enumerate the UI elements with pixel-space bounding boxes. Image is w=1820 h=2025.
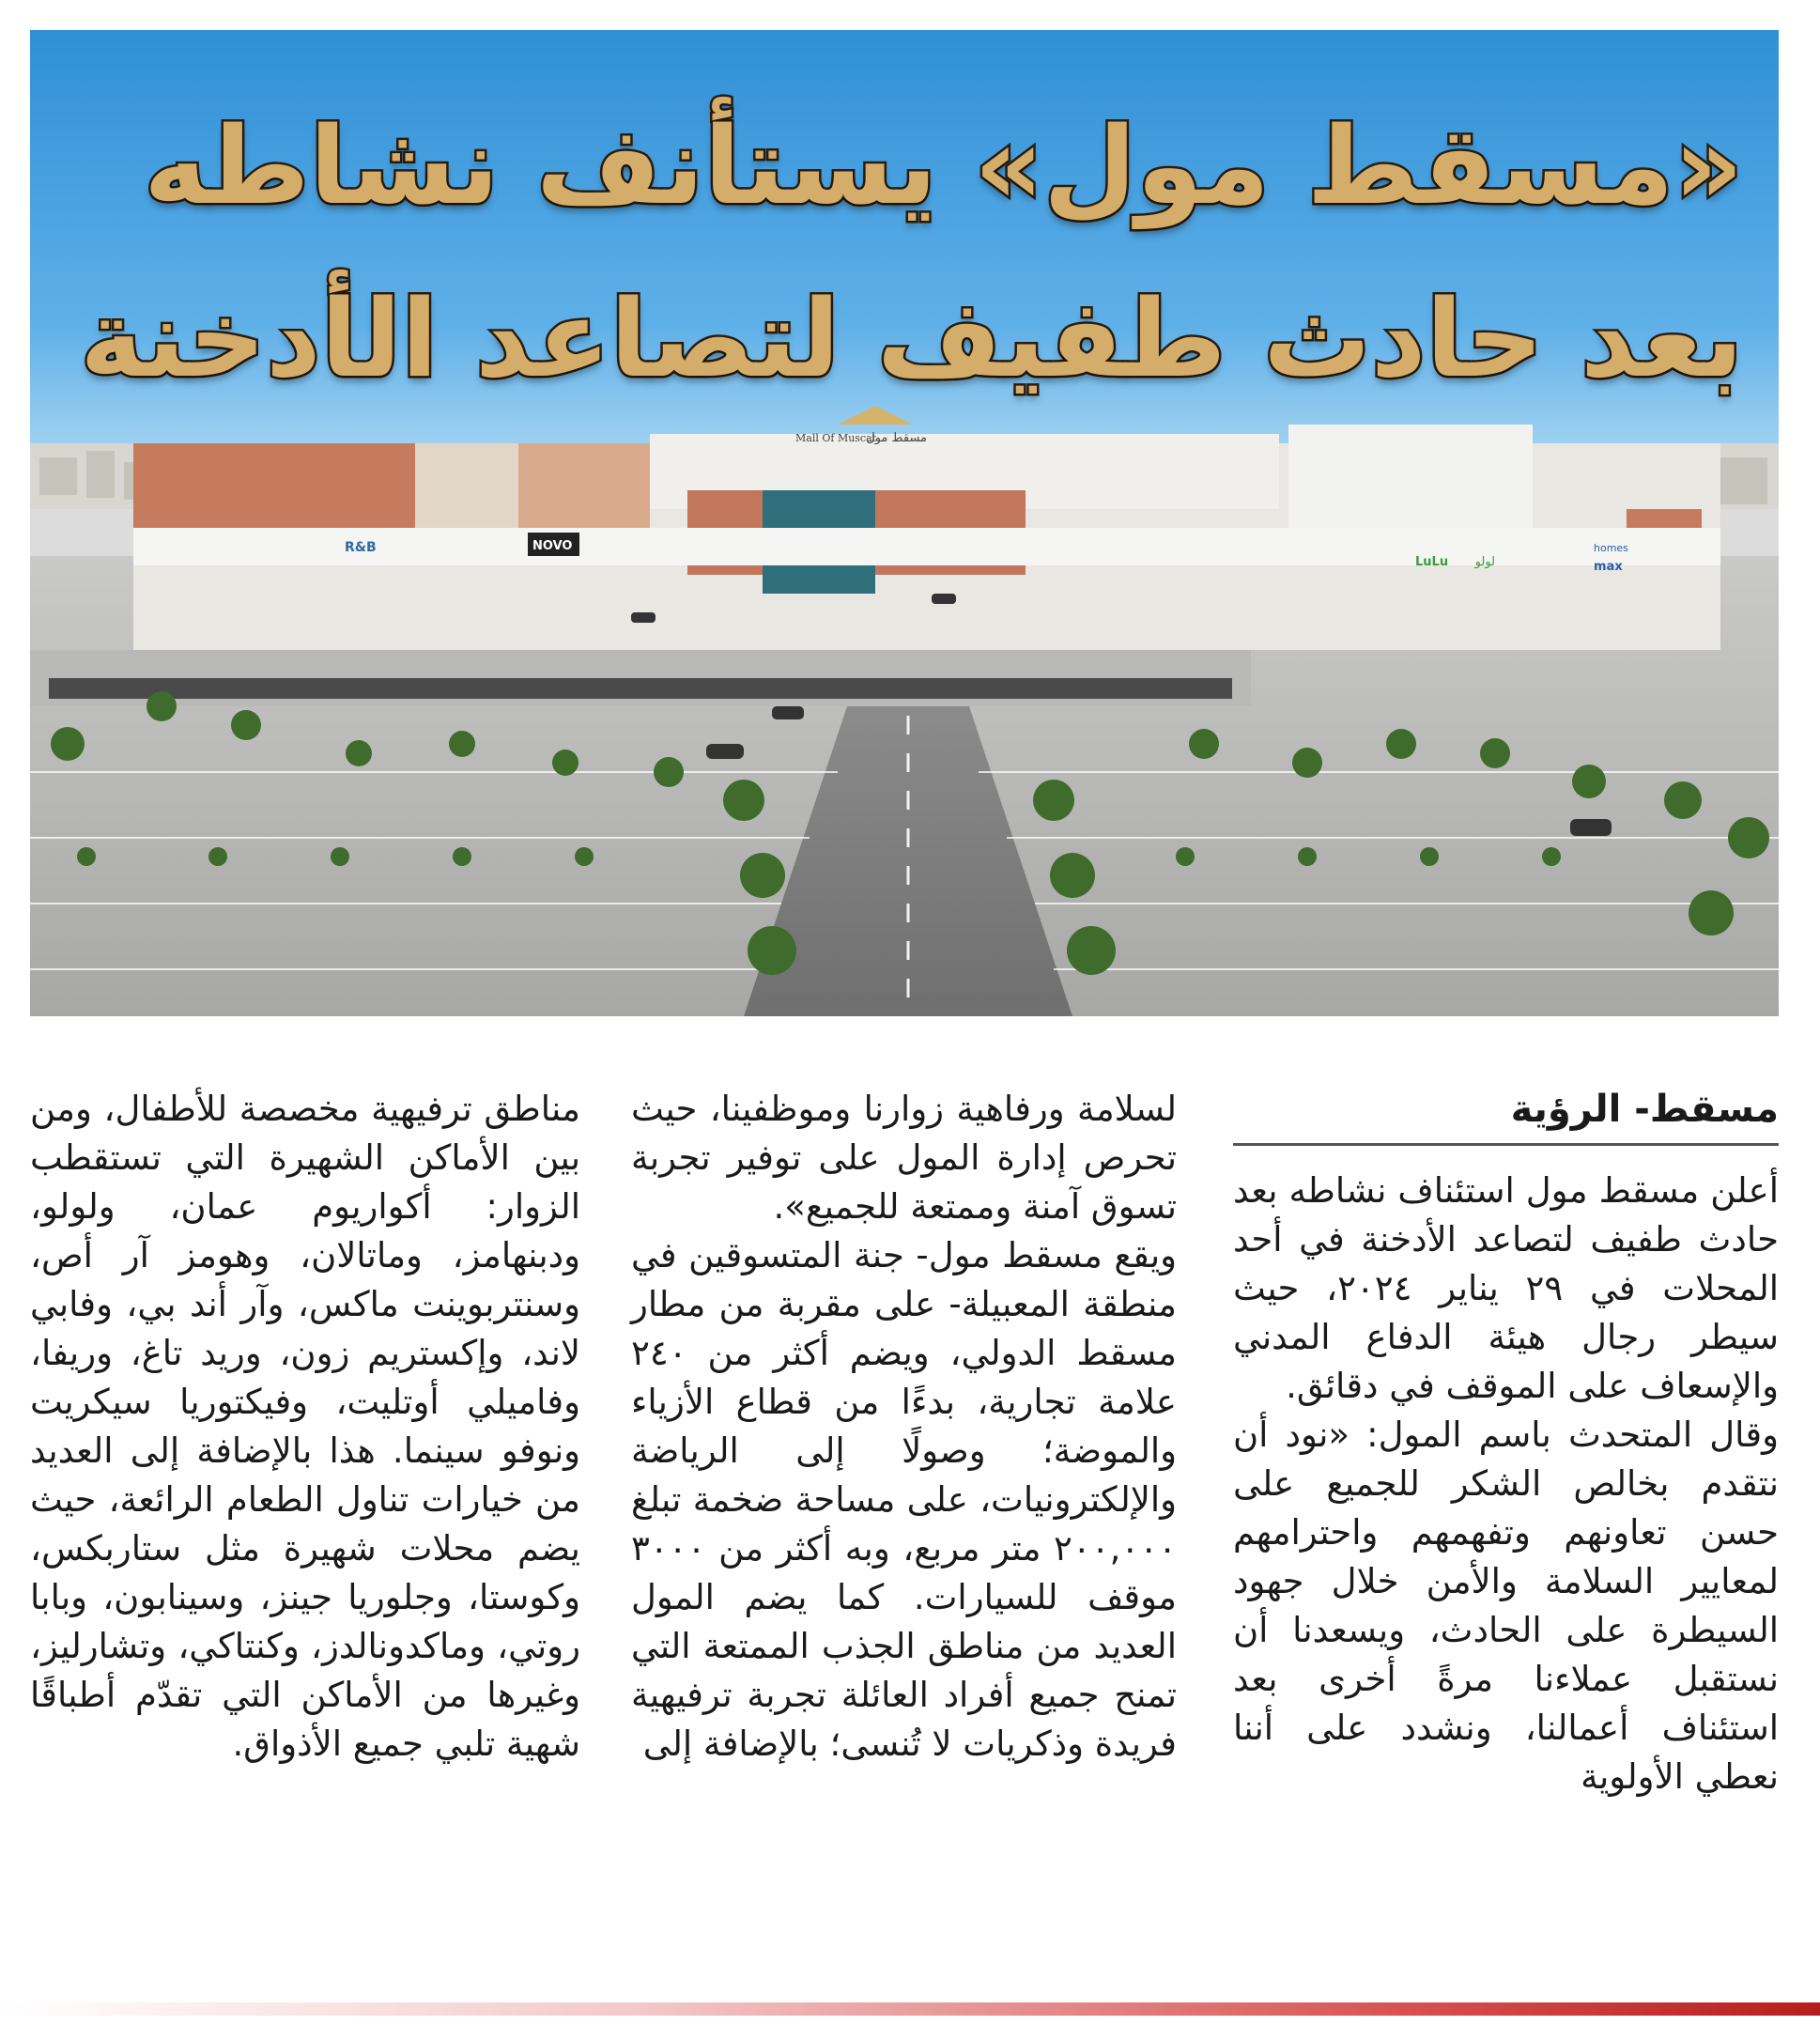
byline: مسقط- الرؤية (1510, 1088, 1779, 1131)
mall-sign-en: Mall Of Muscat (795, 432, 877, 444)
hero-photo (30, 30, 1779, 1016)
col1-paragraph-1: أعلن مسقط مول استئناف نشاطه بعد حادث طفيف لتصاعد الأدخنة في أحد المحلات في ٢٩ يناير ٢٠٢٤، حيث سيطر رجال هيئة الدفاع المدني والإسعاف على الموقف في دقائق. (1233, 1170, 1779, 1406)
headline-line-2: بعد حادث طفيف لتصاعد الأدخنة (80, 276, 1743, 401)
deck-openings (49, 678, 1232, 699)
col2-paragraph-2: ويقع مسقط مول- جنة المتسوقين في منطقة المعبيلة- على مقربة من مطار مسقط الدولي، ويضم أكثر من ٢٤٠ علامة تجارية، بدءًا من قطاع الأزياء والموضة؛ وصولًا إلى الرياضة والإلكترونيات، على مساحة ضخمة تبلغ ٢٠٠,٠٠٠ متر مربع، وبه أكثر من ٣٠٠٠ موقف للسيارات. كما يضم المول العديد من مناطق الجذب الممتعة التي تمنح جميع أفراد العائلة تجربة ترفيهية فريدة وذكريات لا تُنسى؛ بالإضافة إلى (631, 1235, 1177, 1764)
article-column-2 (631, 1085, 1177, 1769)
article-column-1 (1233, 1085, 1779, 1801)
max-sign: max (1594, 560, 1623, 574)
novo-sign: NOVO (532, 539, 573, 553)
col2-paragraph-1: لسلامة ورفاهية زوارنا وموظفينا، حيث تحرص إدارة المول على توفير تجربة تسوق آمنة وممتعة للجميع». (631, 1089, 1177, 1227)
col1-paragraph-2: وقال المتحدث باسم المول: «نود أن نتقدم بخالص الشكر للجميع على حسن تعاونهم وتفهمهم واحترامهم لمعايير السلامة والأمن خلال جهود السيطرة على الحادث، ويسعدنا أن نستقبل عملاءنا مرةً أخرى بعد استئناف أعمالنا، ونشدد على أننا نعطي الأولوية (1233, 1414, 1779, 1797)
lulu-sign: LuLu (1415, 555, 1449, 569)
col3-paragraph-1: مناطق ترفيهية مخصصة للأطفال، ومن بين الأماكن الشهيرة التي تستقطب الزوار: أكواريوم عمان، ولولو، ودبنهامز، وماتالان، وهومز آر أص، وسنتربوينت ماكس، وآر أند بي، وفابي لاند، وإكستريم زون، وريد تاغ، وريفا، وفاميلي أوتليت، وفيكتوريا سيكريت ونوفو سينما. هذا بالإضافة إلى العديد من خيارات تناول الطعام الرائعة، حيث يضم محلات شهيرة مثل ستاربكس، وكوستا، وجلوريا جينز، وسينابون، وبابا روتي، وماكدونالدز، وكنتاكي، وتشارليز، وغيرها من الأماكن التي تقدّم أطباقًا شهية تلبي جميع الأذواق. (30, 1089, 580, 1764)
mall-building (133, 406, 1720, 650)
mall-sign-ar: مسقط مول (866, 431, 927, 445)
lulu-sign-ar: لولو (1474, 555, 1495, 569)
headline-line-1: «مسقط مول» يستأنف نشاطه (144, 103, 1743, 228)
byline-divider (1233, 1143, 1779, 1146)
rb-sign: R&B (345, 540, 377, 555)
article-column-3 (30, 1085, 580, 1769)
bottom-accent-bar (0, 2002, 1820, 2016)
homes-sign: homes (1594, 542, 1628, 554)
